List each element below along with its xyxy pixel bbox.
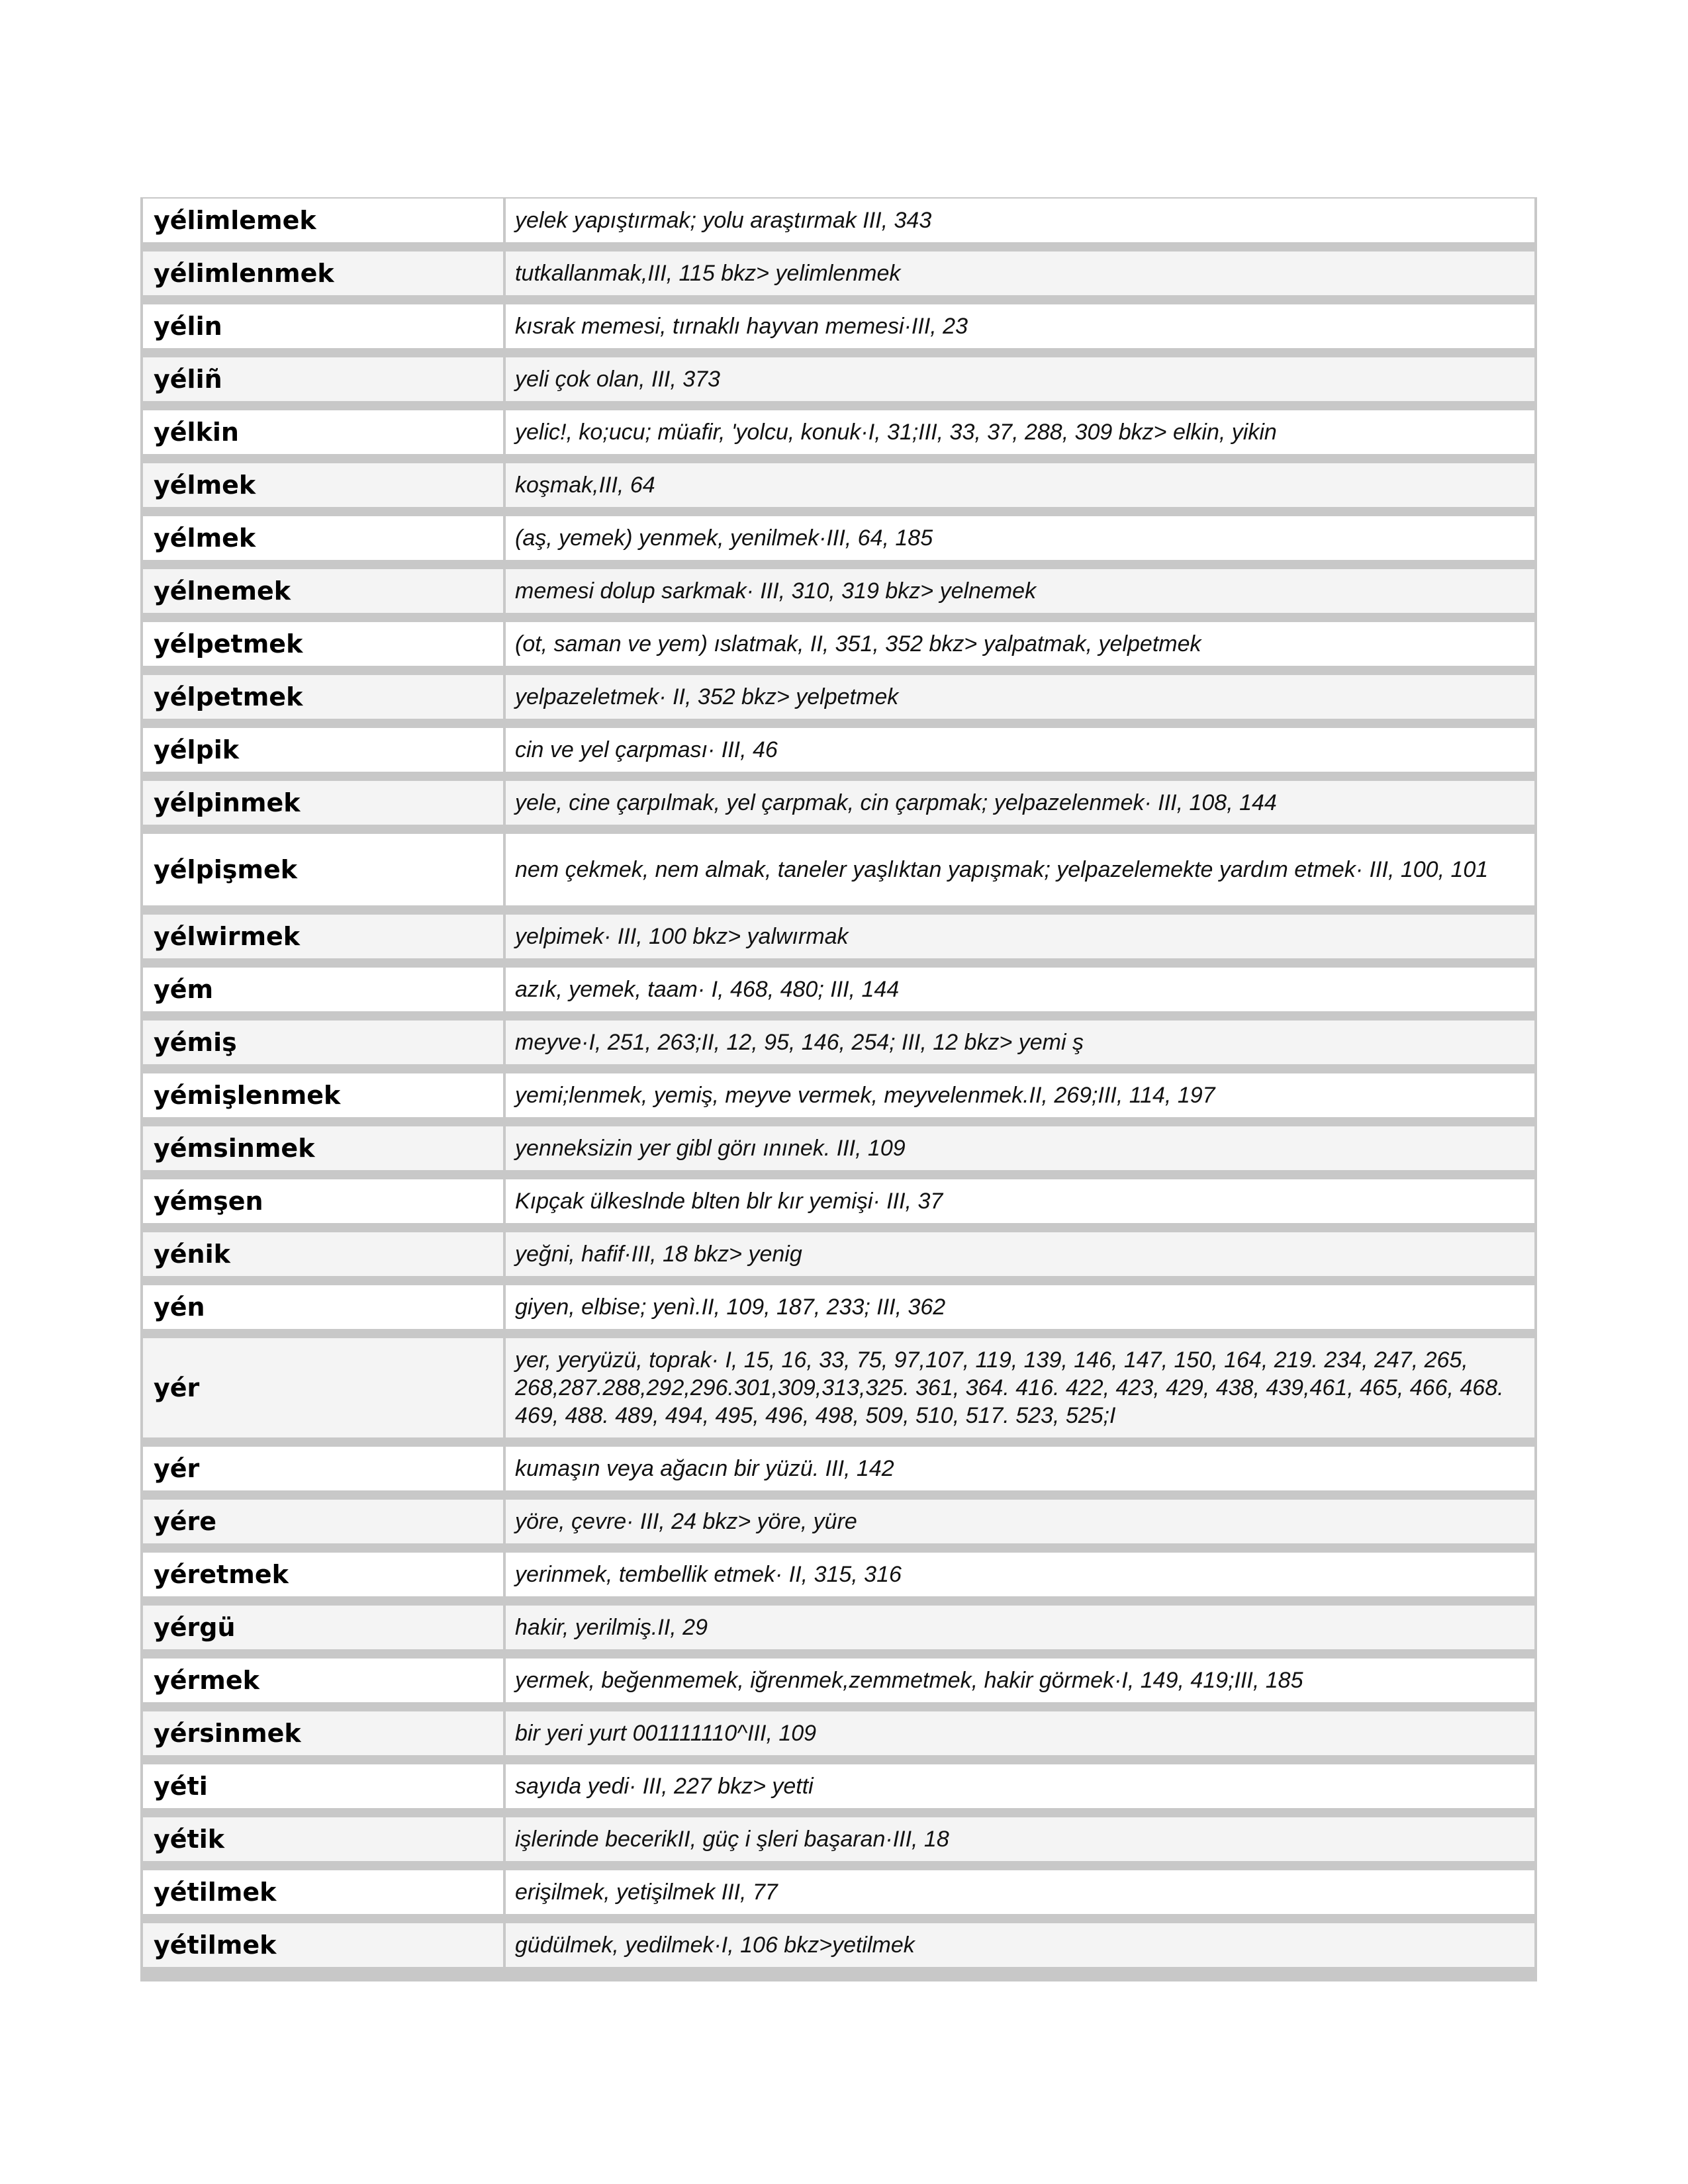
table-row — [143, 781, 1534, 825]
definition: yeli çok olan, III, 373 — [515, 367, 720, 392]
headword: yélmek — [143, 463, 506, 507]
headword: yér — [143, 1447, 506, 1490]
definition: yerinmek, tembellik etmek· II, 315, 316 — [515, 1562, 902, 1587]
table-row — [143, 622, 1534, 666]
table-row — [143, 357, 1534, 401]
headword: yélin — [143, 304, 506, 348]
definition: yöre, çevre· III, 24 bkz> yöre, yüre — [515, 1509, 857, 1534]
headword: yéretmek — [143, 1553, 506, 1596]
table-row — [143, 1500, 1534, 1543]
definition: yele, cine çarpılmak, yel çarpmak, cin çarpmak; yelpazelenmek· III, 108, 144 — [515, 790, 1277, 815]
headword: yémşen — [143, 1179, 506, 1223]
headword: yélimlenmek — [143, 251, 506, 295]
definition: yemi;lenmek, yemiş, meyve vermek, meyvelenmek.II, 269;III, 114, 197 — [515, 1083, 1215, 1108]
headword: yém — [143, 968, 506, 1011]
table-row — [143, 1447, 1534, 1490]
headword: yémişlenmek — [143, 1073, 506, 1117]
table-row — [143, 1870, 1534, 1914]
definition: azık, yemek, taam· I, 468, 480; III, 144 — [515, 977, 900, 1002]
headword: yér — [143, 1338, 506, 1437]
table-row — [143, 516, 1534, 560]
headword: yélkin — [143, 410, 506, 454]
definition: (aş, yemek) yenmek, yenilmek·III, 64, 185 — [515, 525, 933, 551]
definition: (ot, saman ve yem) ıslatmak, II, 351, 352 bkz> yalpatmak, yelpetmek — [515, 631, 1201, 657]
headword: yén — [143, 1285, 506, 1329]
definition: yelpazeletmek· II, 352 bkz> yelpetmek — [515, 684, 899, 709]
table-row — [143, 304, 1534, 348]
table-row — [143, 1711, 1534, 1755]
table-row — [143, 834, 1534, 905]
definition: hakir, yerilmiş.II, 29 — [515, 1615, 708, 1640]
table-row — [143, 569, 1534, 613]
table-row — [143, 1021, 1534, 1064]
headword: yélimlemek — [143, 199, 506, 242]
definition: giyen, elbise; yenì.II, 109, 187, 233; III, 362 — [515, 1295, 946, 1320]
table-row — [143, 1659, 1534, 1702]
definition: bir yeri yurt 001111110^III, 109 — [515, 1721, 817, 1746]
table-row — [143, 1338, 1534, 1437]
definition: yelpimek· III, 100 bkz> yalwırmak — [515, 924, 849, 949]
headword: yérsinmek — [143, 1711, 506, 1755]
table-row — [143, 1923, 1534, 1967]
headword: yérmek — [143, 1659, 506, 1702]
table-row — [143, 968, 1534, 1011]
table-row — [143, 1126, 1534, 1170]
table-row — [143, 1817, 1534, 1861]
headword: yéliñ — [143, 357, 506, 401]
table-row — [143, 728, 1534, 772]
dictionary-table — [140, 197, 1537, 1981]
table-row — [143, 1232, 1534, 1276]
definition: erişilmek, yetişilmek III, 77 — [515, 1880, 778, 1905]
table-row — [143, 1606, 1534, 1649]
headword: yénik — [143, 1232, 506, 1276]
definition: sayıda yedi· III, 227 bkz> yetti — [515, 1774, 814, 1799]
definition: cin ve yel çarpması· III, 46 — [515, 737, 778, 762]
definition: koşmak,III, 64 — [515, 473, 655, 498]
table-row — [143, 1179, 1534, 1223]
table-row — [143, 463, 1534, 507]
definition: işlerinde becerikII, güç i şleri başaran·III, 18 — [515, 1827, 949, 1852]
headword: yélpinmek — [143, 781, 506, 825]
headword: yélnemek — [143, 569, 506, 613]
table-row — [143, 1764, 1534, 1808]
headword: yélpişmek — [143, 834, 506, 905]
definition: nem çekmek, nem almak, taneler yaşlıktan yapışmak; yelpazelemekte yardım etmek· III, 100, 101 — [515, 857, 1489, 882]
headword: yélpetmek — [143, 622, 506, 666]
table-row — [143, 199, 1534, 242]
headword: yélpetmek — [143, 675, 506, 719]
headword: yélwirmek — [143, 915, 506, 958]
definition: kısrak memesi, tırnaklı hayvan memesi·III, 23 — [515, 314, 968, 339]
definition: meyve·I, 251, 263;II, 12, 95, 146, 254; III, 12 bkz> yemi ş — [515, 1030, 1084, 1055]
definition: yer, yeryüzü, toprak· I, 15, 16, 33, 75, 97,107, 119, 139, 146, 147, 150, 164, 219. 234, 247, 265, 268,287.288,292,296.301,309,313,325. 361, 364. 416. 422, 423, 429, 438, 439,461, 465, 466, 468. 469, 488. 489, 494, 495, 496, 498, 509, 510, 517. 523, 525;I — [515, 1347, 1504, 1428]
headword: yémsinmek — [143, 1126, 506, 1170]
definition: Kıpçak ülkeslnde blten blr kır yemişi· III, 37 — [515, 1189, 943, 1214]
table-row — [143, 410, 1534, 454]
headword: yérgü — [143, 1606, 506, 1649]
definition: yenneksizin yer gibl görı ınınek. III, 109 — [515, 1136, 906, 1161]
table-row — [143, 915, 1534, 958]
definition: yermek, beğenmemek, iğrenmek,zemmetmek, hakir görmek·I, 149, 419;III, 185 — [515, 1668, 1303, 1693]
table-row — [143, 1285, 1534, 1329]
headword: yére — [143, 1500, 506, 1543]
headword: yélpik — [143, 728, 506, 772]
table-row — [143, 1073, 1534, 1117]
headword: yéti — [143, 1764, 506, 1808]
definition: memesi dolup sarkmak· III, 310, 319 bkz> yelnemek — [515, 578, 1037, 604]
definition: yelic!, ko;ucu; müafir, 'yolcu, konuk·I, 31;III, 33, 37, 288, 309 bkz> elkin, yikin — [515, 420, 1277, 445]
headword: yétik — [143, 1817, 506, 1861]
definition: güdülmek, yedilmek·I, 106 bkz>yetilmek — [515, 1933, 915, 1958]
table-row — [143, 1553, 1534, 1596]
headword: yétilmek — [143, 1870, 506, 1914]
headword: yélmek — [143, 516, 506, 560]
headword: yémiş — [143, 1021, 506, 1064]
table-row — [143, 675, 1534, 719]
table-row — [143, 251, 1534, 295]
definition: yeğni, hafif·III, 18 bkz> yenig — [515, 1242, 802, 1267]
definition: tutkallanmak,III, 115 bkz> yelimlenmek — [515, 261, 901, 286]
headword: yétilmek — [143, 1923, 506, 1967]
definition: kumaşın veya ağacın bir yüzü. III, 142 — [515, 1456, 894, 1481]
definition: yelek yapıştırmak; yolu araştırmak III, 343 — [515, 208, 932, 233]
